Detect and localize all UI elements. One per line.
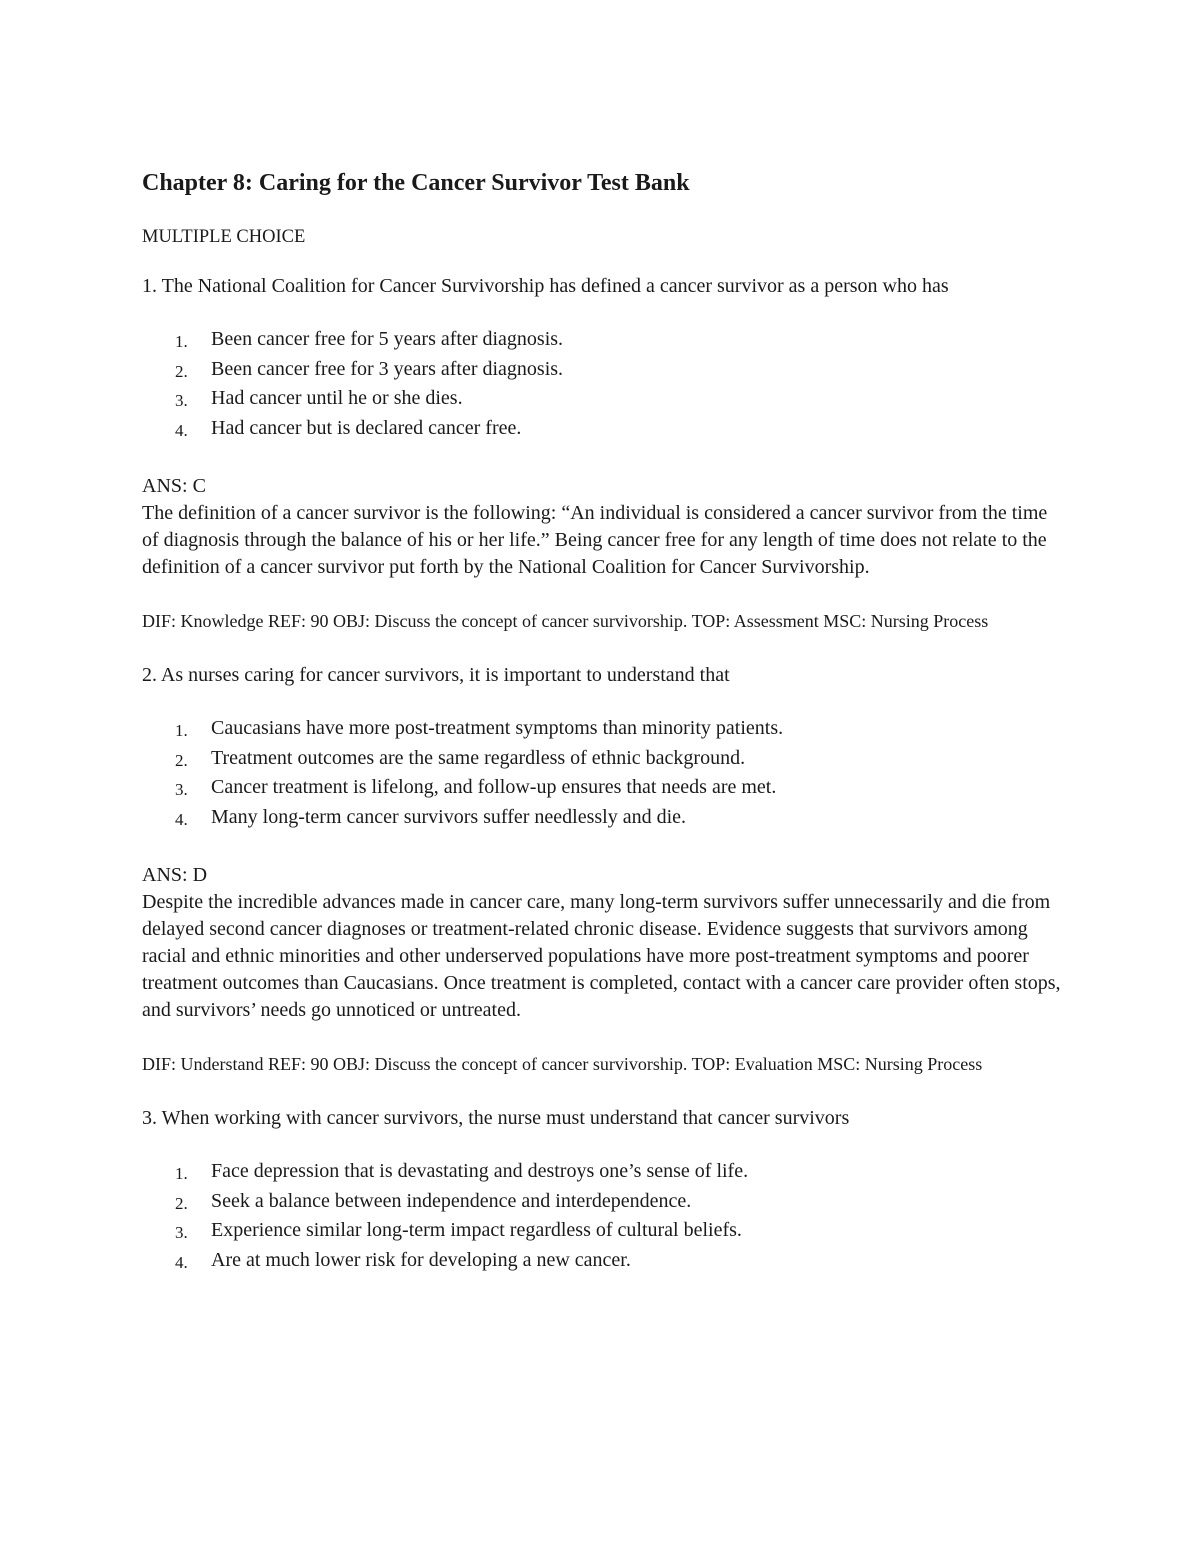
answer-key: ANS: C [142,475,206,497]
page-title: Chapter 8: Caring for the Cancer Survivor Test Bank [142,170,690,196]
option-item [142,714,1062,744]
option-text: Experience similar long-term impact regardless of cultural beliefs. [211,1219,742,1241]
option-item [142,1246,1062,1276]
question-stem: 1. The National Coalition for Cancer Survivorship has defined a cancer survivor as a person who has [142,275,949,297]
question-3 [142,1105,1062,1275]
option-number: 3. [175,391,188,410]
answer-key: ANS: D [142,864,208,886]
option-number: 1. [175,332,188,351]
option-number: 4. [175,1252,188,1272]
document-page [142,168,1062,1275]
option-item [142,744,1062,774]
option-text: Cancer treatment is lifelong, and follow-up ensures that needs are met. [211,776,777,798]
answer-rationale: Despite the incredible advances made in cancer care, many long-term survivors suffer unnecessarily and die from delayed second cancer diagnoses or treatment-related chronic disease. Evidence suggests that survivors among racial and ethnic minorities and other underserved populations have more post-treatment symptoms and poorer treatment outcomes than Caucasians. Once treatment is completed, contact with a cancer care provider often stops, and survivors’ needs go unnoticed or untreated. [142,891,1061,1021]
answer-rationale: The definition of a cancer survivor is the following: “An individual is considered a cancer survivor from the time of diagnosis through the balance of his or her life.” Being cancer free for any length of time does not relate to the definition of a cancer survivor put forth by the National Coalition for Cancer Survivorship. [142,502,1048,578]
option-text: Had cancer until he or she dies. [211,387,463,409]
answer-options [142,325,1062,443]
option-number: 2. [175,1193,188,1213]
option-text: Been cancer free for 5 years after diagnosis. [211,328,564,350]
option-text: Face depression that is devastating and destroys one’s sense of life. [211,1160,749,1182]
option-item [142,355,1062,385]
option-number: 3. [175,1223,188,1242]
option-item [142,803,1062,833]
option-text: Been cancer free for 3 years after diagnosis. [211,357,564,380]
option-item [142,1187,1062,1217]
answer-options [142,1157,1062,1275]
option-number: 2. [175,750,188,770]
question-2 [142,662,1062,1077]
option-number: 4. [175,420,188,440]
option-item [142,414,1062,444]
option-item [142,325,1062,355]
option-text: Caucasians have more post-treatment symptoms than minority patients. [211,717,784,739]
option-item [142,1157,1062,1187]
option-item [142,773,1062,803]
option-number: 1. [175,1164,188,1183]
option-number: 4. [175,809,188,829]
question-metadata: DIF: Understand REF: 90 OBJ: Discuss the concept of cancer survivorship. TOP: Evaluation MSC: Nursing Process [142,1054,983,1074]
section-heading: MULTIPLE CHOICE [142,227,306,247]
option-number: 1. [175,721,188,740]
question-stem: 2. As nurses caring for cancer survivors, it is important to understand that [142,664,730,686]
option-text: Had cancer but is declared cancer free. [211,416,522,439]
option-number: 3. [175,780,188,799]
answer-options [142,714,1062,832]
option-number: 2. [175,361,188,381]
question-metadata: DIF: Knowledge REF: 90 OBJ: Discuss the concept of cancer survivorship. TOP: Assessment MSC: Nursing Process [142,611,989,631]
option-text: Many long-term cancer survivors suffer needlessly and die. [211,805,687,828]
option-item [142,1216,1062,1246]
option-item [142,384,1062,414]
option-text: Seek a balance between independence and interdependence. [211,1189,692,1212]
question-1 [142,273,1062,634]
option-text: Are at much lower risk for developing a new cancer. [211,1248,631,1271]
question-stem: 3. When working with cancer survivors, the nurse must understand that cancer survivors [142,1107,850,1129]
option-text: Treatment outcomes are the same regardless of ethnic background. [211,746,746,769]
